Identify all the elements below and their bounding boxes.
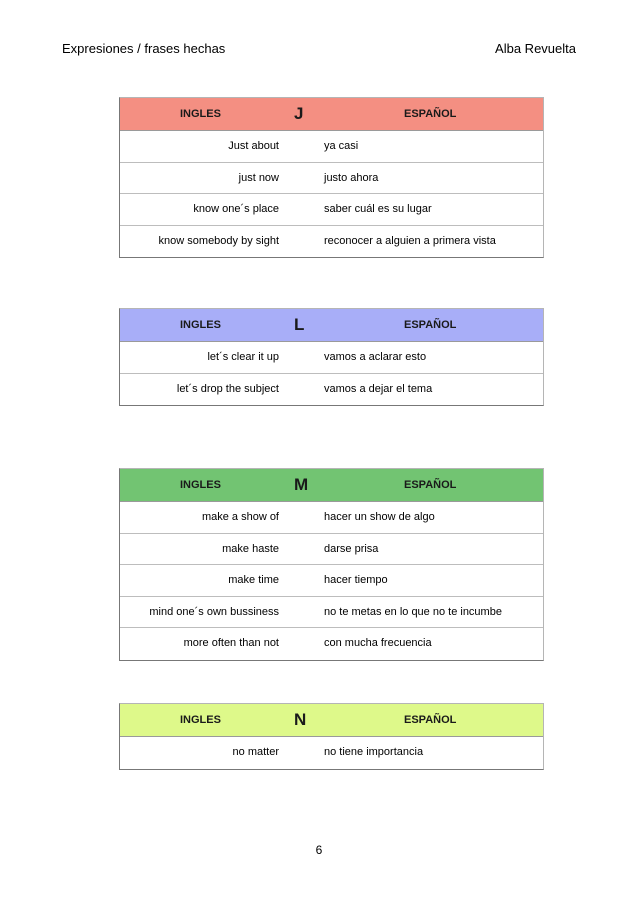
section-letter: J	[294, 104, 304, 123]
author-name: Alba Revuelta	[495, 41, 576, 56]
column-header-espanol: ESPAÑOL	[404, 714, 457, 726]
table-header	[120, 309, 543, 342]
spanish-phrase: reconocer a alguien a primera vista	[324, 234, 496, 247]
english-phrase: make haste	[222, 542, 279, 555]
english-phrase: Just about	[228, 140, 279, 152]
section-letter: L	[294, 315, 305, 334]
spanish-phrase: vamos a dejar el tema	[324, 382, 433, 395]
column-header-espanol: ESPAÑOL	[404, 108, 457, 120]
spanish-phrase: hacer tiempo	[324, 574, 388, 586]
spanish-phrase: con mucha frecuencia	[324, 637, 432, 649]
english-phrase: just now	[238, 171, 279, 184]
spanish-phrase: no tiene importancia	[324, 746, 424, 758]
table-row	[120, 534, 543, 566]
table-row	[120, 194, 543, 226]
table-letter-l	[119, 308, 544, 406]
column-header-espanol: ESPAÑOL	[404, 479, 457, 491]
english-phrase: know somebody by sight	[158, 234, 279, 247]
section-letter: M	[294, 475, 309, 494]
english-phrase: let´s drop the subject	[176, 382, 279, 395]
table-row	[120, 342, 543, 374]
table-row	[120, 502, 543, 534]
column-header-ingles: INGLES	[180, 108, 221, 120]
table-header	[120, 469, 543, 502]
spanish-phrase: vamos a aclarar esto	[324, 351, 427, 363]
english-phrase: more often than not	[183, 637, 279, 649]
table-row	[120, 226, 543, 258]
spanish-phrase: justo ahora	[324, 171, 379, 184]
spanish-phrase: ya casi	[324, 140, 359, 152]
column-header-espanol: ESPAÑOL	[404, 319, 457, 331]
page-number: 6	[315, 843, 323, 857]
column-header-ingles: INGLES	[180, 714, 221, 726]
table-header	[120, 98, 543, 131]
table-row	[120, 374, 543, 406]
table-letter-j	[119, 97, 544, 258]
table-row	[120, 597, 543, 629]
table-row	[120, 737, 543, 769]
english-phrase: make time	[228, 574, 279, 586]
table-row	[120, 131, 543, 163]
document-title: Expresiones / frases hechas	[62, 41, 226, 56]
table-row	[120, 163, 543, 195]
section-letter: N	[294, 710, 307, 729]
table-letter-n	[119, 703, 544, 770]
english-phrase: let´s clear it up	[207, 351, 279, 363]
english-phrase: know one´s place	[193, 203, 279, 215]
english-phrase: mind one´s own bussiness	[149, 605, 279, 618]
table-row	[120, 628, 543, 660]
spanish-phrase: darse prisa	[324, 542, 379, 555]
table-row	[120, 565, 543, 597]
english-phrase: no matter	[232, 746, 279, 758]
spanish-phrase: no te metas en lo que no te incumbe	[324, 605, 502, 618]
spanish-phrase: hacer un show de algo	[324, 511, 435, 523]
english-phrase: make a show of	[201, 511, 279, 523]
column-header-ingles: INGLES	[180, 479, 221, 491]
column-header-ingles: INGLES	[180, 319, 221, 331]
table-letter-m	[119, 468, 544, 661]
spanish-phrase: saber cuál es su lugar	[324, 203, 432, 215]
table-header	[120, 704, 543, 737]
